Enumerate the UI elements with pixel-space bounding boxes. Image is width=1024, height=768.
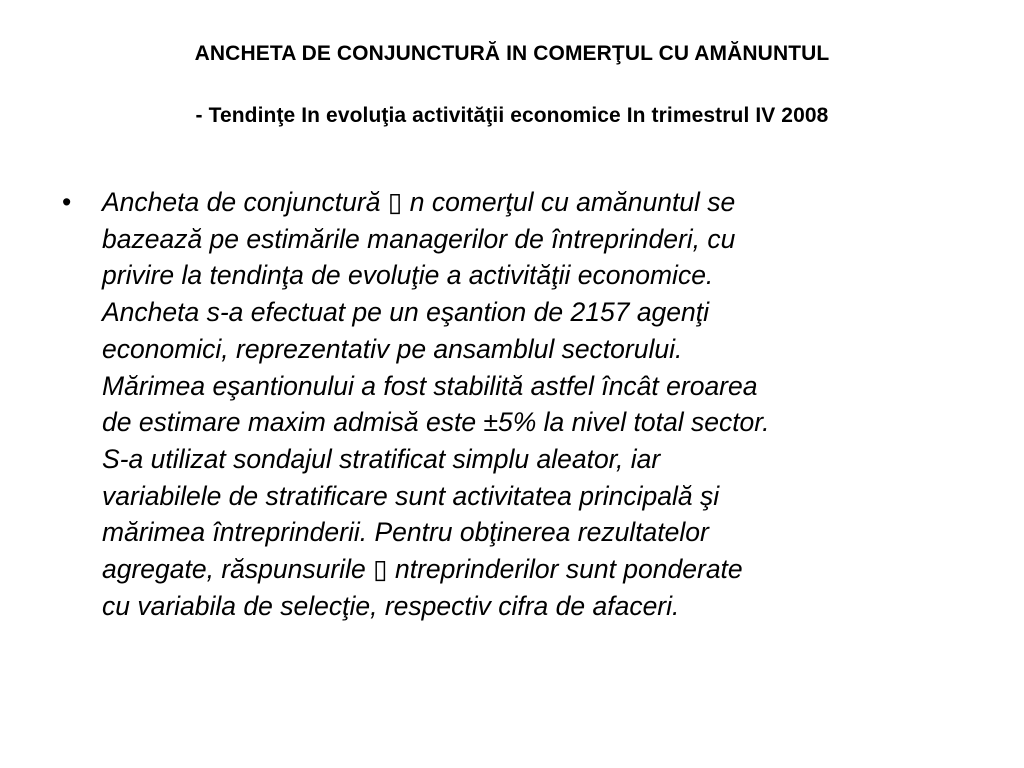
bullet-item bbox=[62, 184, 982, 624]
paragraph-line: agregate, răspunsurile ▯ ntreprinderilor sunt ponderate bbox=[102, 554, 743, 585]
paragraph-line: de estimare maxim admisă este ±5% la nivel total sector. bbox=[102, 407, 770, 438]
paragraph-line: mărimea întreprinderii. Pentru obţinerea rezultatelor bbox=[102, 517, 709, 548]
slide-subtitle: - Tendinţe In evoluţia activităţii economice In trimestrul IV 2008 bbox=[195, 104, 829, 127]
paragraph-line: privire la tendinţa de evoluţie a activităţii economice. bbox=[102, 260, 714, 291]
paragraph-line: cu variabila de selecţie, respectiv cifra de afaceri. bbox=[102, 590, 680, 621]
paragraph-line: S-a utilizat sondajul stratificat simplu aleator, iar bbox=[102, 443, 661, 474]
paragraph-line: Ancheta de conjunctură ▯ n comerţul cu amănuntul se bbox=[102, 187, 736, 217]
paragraph-line: bazează pe estimările managerilor de întreprinderi, cu bbox=[102, 223, 736, 254]
paragraph-line: variabilele de stratificare sunt activitatea principală şi bbox=[102, 480, 720, 511]
paragraph-line: Mărimea eşantionului a fost stabilită astfel încât eroarea bbox=[102, 370, 758, 401]
slide-body bbox=[62, 184, 982, 624]
bullet-icon: • bbox=[62, 187, 72, 217]
slide-title: ANCHETA DE CONJUNCTURĂ IN COMERŢUL CU AMĂNUNTUL bbox=[194, 42, 830, 65]
paragraph-line: economici, reprezentativ pe ansamblul sectorului. bbox=[102, 333, 683, 364]
paragraph-line: Ancheta s-a efectuat pe un eşantion de 2157 agenţi bbox=[102, 297, 710, 328]
